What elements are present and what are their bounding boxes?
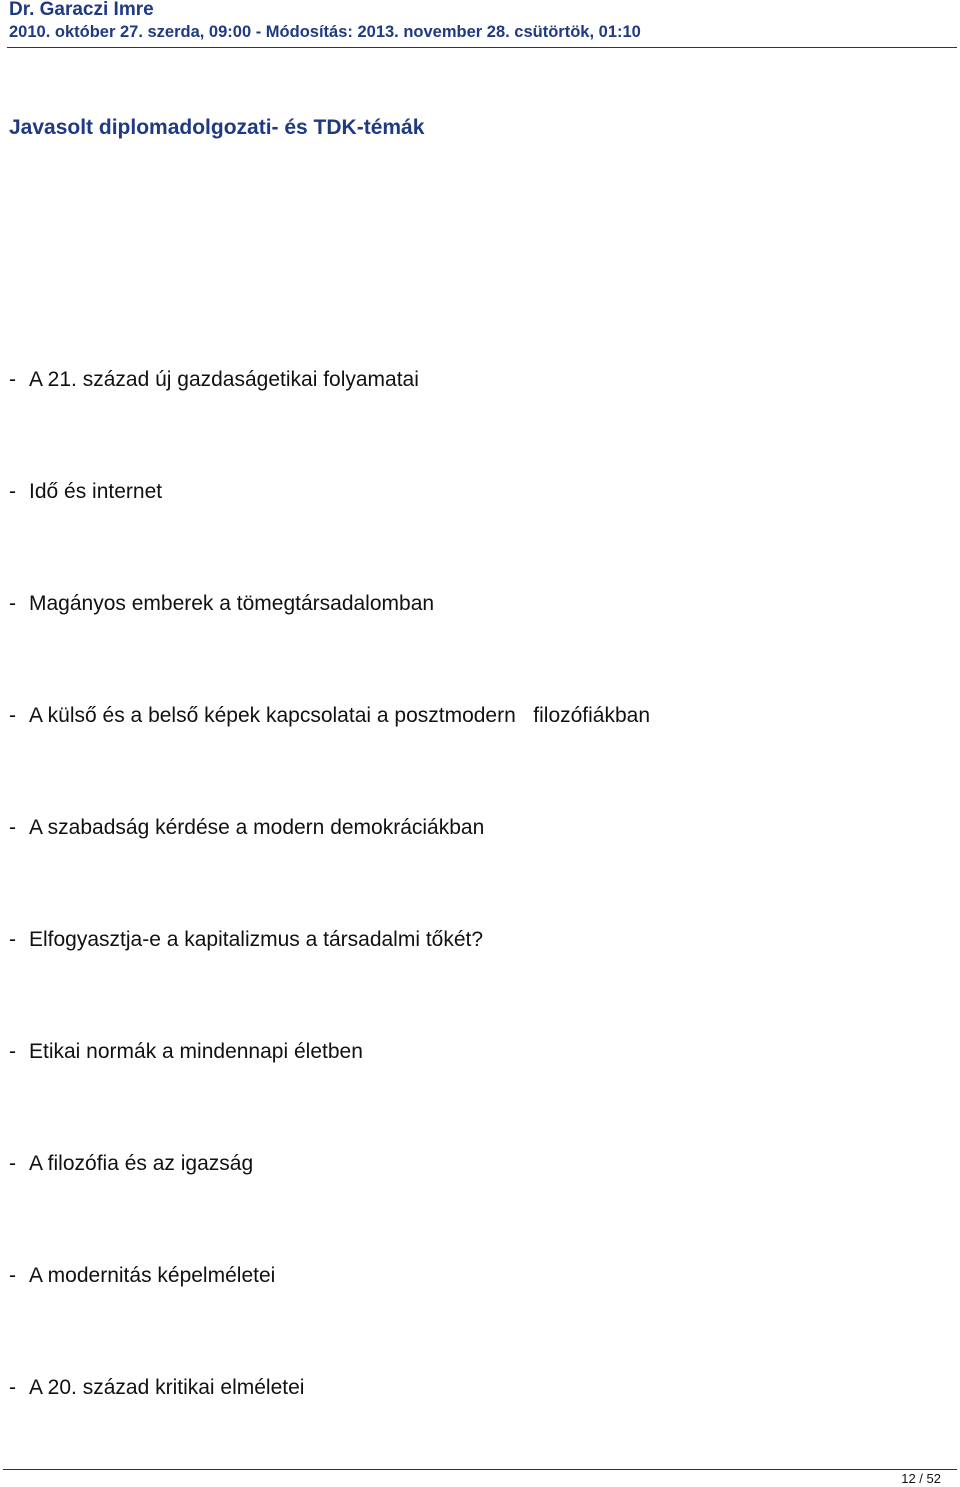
list-dash: - <box>9 1152 16 1175</box>
list-item-text: A szabadság kérdése a modern demokráciákban <box>29 816 485 839</box>
page-number: 12 / 52 <box>901 1471 941 1486</box>
list-item <box>9 927 483 953</box>
list-item-text: Idő és internet <box>29 480 163 503</box>
article-title: Javasolt diplomadolgozati- és TDK-témák <box>9 116 425 139</box>
list-item <box>9 1039 363 1065</box>
list-dash: - <box>9 480 16 503</box>
footer-divider <box>3 1469 957 1470</box>
list-item <box>9 367 419 393</box>
list-item-text: A 21. század új gazdaságetikai folyamatai <box>29 368 419 391</box>
list-dash: - <box>9 368 16 391</box>
author-name: Dr. Garaczi Imre <box>9 0 154 20</box>
list-item <box>9 591 434 617</box>
list-item-text: Etikai normák a mindennapi életben <box>29 1040 363 1063</box>
list-dash: - <box>9 1040 16 1063</box>
list-item-text: Magányos emberek a tömegtársadalomban <box>29 592 435 615</box>
list-item-text: A külső és a belső képek kapcsolatai a posztmodern filozófiákban <box>29 704 651 727</box>
list-dash: - <box>9 1376 16 1399</box>
list-item <box>9 815 484 841</box>
publication-dates: 2010. október 27. szerda, 09:00 - Módosítás: 2013. november 28. csütörtök, 01:10 <box>9 23 641 41</box>
list-item-text: A modernitás képelméletei <box>29 1264 276 1287</box>
header-divider <box>7 47 957 48</box>
list-item <box>9 1263 275 1289</box>
list-dash: - <box>9 928 16 951</box>
list-dash: - <box>9 816 16 839</box>
list-dash: - <box>9 592 16 615</box>
list-item <box>9 1151 253 1177</box>
list-dash: - <box>9 704 16 727</box>
list-item <box>9 479 162 505</box>
list-dash: - <box>9 1264 16 1287</box>
list-item <box>9 703 650 729</box>
list-item-text: Elfogyasztja-e a kapitalizmus a társadalmi tőkét? <box>29 928 484 951</box>
list-item-text: A 20. század kritikai elméletei <box>29 1376 305 1399</box>
list-item-text: A filozófia és az igazság <box>29 1152 254 1175</box>
list-item <box>9 1375 304 1401</box>
